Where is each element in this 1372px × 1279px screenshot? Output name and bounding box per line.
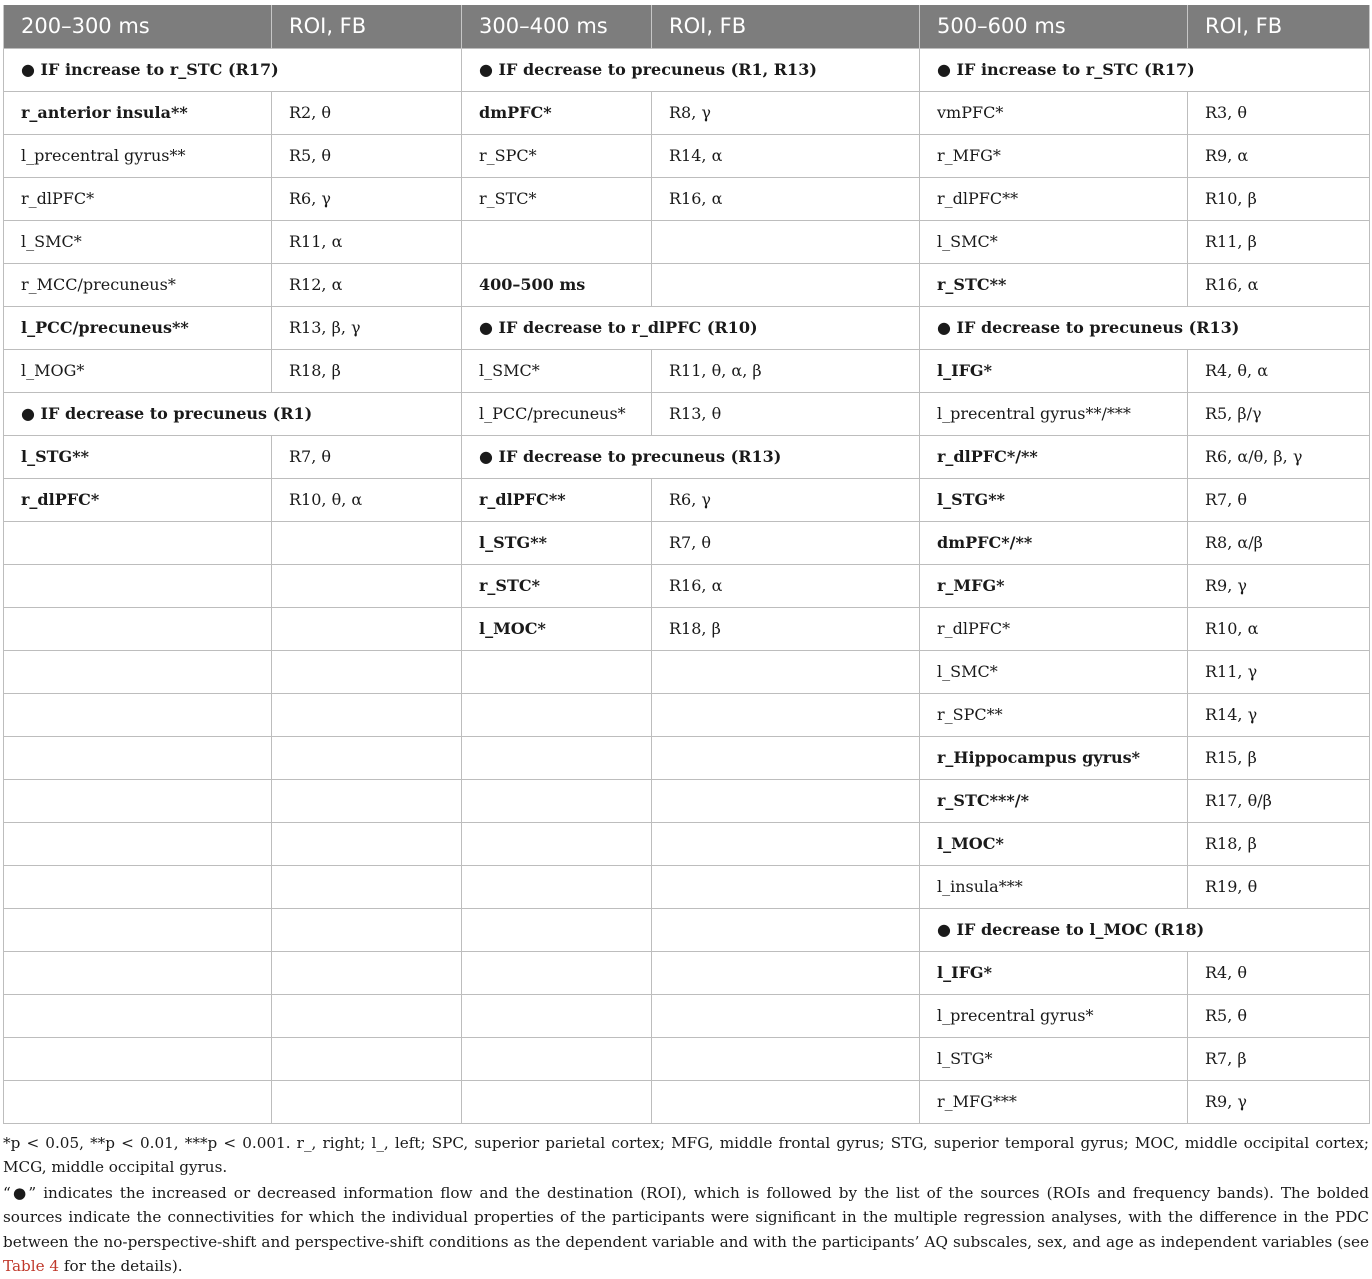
table-cell xyxy=(272,951,462,994)
table-cell xyxy=(462,908,652,951)
table-row xyxy=(4,994,1370,1037)
results-table-container xyxy=(3,5,1369,1124)
table-cell: R4, θ, α xyxy=(1188,349,1370,392)
table-cell: l_precentral gyrus* xyxy=(920,994,1188,1037)
table-cell: l_SMC* xyxy=(920,220,1188,263)
table-cell xyxy=(4,865,272,908)
header-cell: 300–400 ms xyxy=(462,5,652,48)
table-cell: R8, α/β xyxy=(1188,521,1370,564)
table-cell: r_dlPFC** xyxy=(920,177,1188,220)
table-cell: R12, α xyxy=(272,263,462,306)
time-window-label: 400–500 ms xyxy=(462,263,652,306)
table-footnotes xyxy=(3,1131,1369,1279)
header-cell: 500–600 ms xyxy=(920,5,1188,48)
table-row xyxy=(4,1080,1370,1123)
table-cell xyxy=(4,650,272,693)
table-cell: R7, θ xyxy=(1188,478,1370,521)
header-cell: ROI, FB xyxy=(1188,5,1370,48)
table-cell xyxy=(462,779,652,822)
table-cell xyxy=(4,1080,272,1123)
table-cell: dmPFC* xyxy=(462,91,652,134)
table-row xyxy=(4,263,1370,306)
table-row xyxy=(4,693,1370,736)
table-cell: r_anterior insula** xyxy=(4,91,272,134)
table-cell: r_STC* xyxy=(462,564,652,607)
footnote-legend xyxy=(3,1181,1369,1279)
table-cell: r_MFG*** xyxy=(920,1080,1188,1123)
table-cell: r_dlPFC*/** xyxy=(920,435,1188,478)
table-cell xyxy=(652,908,920,951)
table-cell: l_SMC* xyxy=(920,650,1188,693)
table-cell: l_MOG* xyxy=(4,349,272,392)
table-cell: r_dlPFC* xyxy=(920,607,1188,650)
destination-heading-cell: ● IF decrease to precuneus (R13) xyxy=(462,435,920,478)
table-cell: R8, γ xyxy=(652,91,920,134)
table-cell: R9, α xyxy=(1188,134,1370,177)
table-cell: R3, θ xyxy=(1188,91,1370,134)
destination-heading-cell: ● IF decrease to r_dlPFC (R10) xyxy=(462,306,920,349)
table-header-row xyxy=(4,5,1370,48)
table-cell: l_STG** xyxy=(462,521,652,564)
table-cell xyxy=(4,994,272,1037)
table-cell: R11, α xyxy=(272,220,462,263)
footnote-legend-end: for the details). xyxy=(59,1257,183,1276)
table-cell xyxy=(462,994,652,1037)
destination-heading-cell: ● IF decrease to l_MOC (R18) xyxy=(920,908,1370,951)
table-cell: l_precentral gyrus**/*** xyxy=(920,392,1188,435)
table-cell: l_MOC* xyxy=(462,607,652,650)
table-cell xyxy=(462,822,652,865)
table-cell: R5, θ xyxy=(1188,994,1370,1037)
table-cell: l_SMC* xyxy=(4,220,272,263)
table-cell xyxy=(4,521,272,564)
table-cell: R9, γ xyxy=(1188,1080,1370,1123)
table-cell xyxy=(652,994,920,1037)
table-row xyxy=(4,564,1370,607)
table-cell: R6, α/θ, β, γ xyxy=(1188,435,1370,478)
header-cell: 200–300 ms xyxy=(4,5,272,48)
destination-heading-cell: ● IF increase to r_STC (R17) xyxy=(4,48,462,91)
table-cell: R17, θ/β xyxy=(1188,779,1370,822)
table-row xyxy=(4,177,1370,220)
table-cell xyxy=(272,822,462,865)
table-cell: r_STC* xyxy=(462,177,652,220)
table-cell xyxy=(272,1037,462,1080)
table-row xyxy=(4,822,1370,865)
table-cell: R18, β xyxy=(1188,822,1370,865)
table-cell: r_SPC* xyxy=(462,134,652,177)
table-row xyxy=(4,908,1370,951)
table-cell xyxy=(272,693,462,736)
table-cell: R11, β xyxy=(1188,220,1370,263)
table-cell xyxy=(272,994,462,1037)
table-cell xyxy=(652,220,920,263)
table-cell xyxy=(652,693,920,736)
table-row xyxy=(4,478,1370,521)
table-cell: R10, α xyxy=(1188,607,1370,650)
table-cell: l_PCC/precuneus* xyxy=(462,392,652,435)
table-cell: R13, θ xyxy=(652,392,920,435)
table-cell: R5, θ xyxy=(272,134,462,177)
table-cell xyxy=(272,650,462,693)
table-cell: R5, β/γ xyxy=(1188,392,1370,435)
table-cell: l_STG** xyxy=(920,478,1188,521)
table-cell xyxy=(272,736,462,779)
table-cell: l_precentral gyrus** xyxy=(4,134,272,177)
table-cell: R15, β xyxy=(1188,736,1370,779)
table-cell: r_MCC/precuneus* xyxy=(4,263,272,306)
table-row xyxy=(4,1037,1370,1080)
table-cell: r_dlPFC* xyxy=(4,177,272,220)
table-cell: l_insula*** xyxy=(920,865,1188,908)
table-row xyxy=(4,951,1370,994)
table-row xyxy=(4,865,1370,908)
table-cell xyxy=(652,951,920,994)
table-cell: r_dlPFC* xyxy=(4,478,272,521)
table-cell: R7, θ xyxy=(272,435,462,478)
table-cell xyxy=(272,865,462,908)
table-cell xyxy=(4,607,272,650)
table-row xyxy=(4,134,1370,177)
table-cell xyxy=(4,693,272,736)
table-cell xyxy=(272,908,462,951)
destination-heading-cell: ● IF decrease to precuneus (R1) xyxy=(4,392,462,435)
table-cell xyxy=(4,1037,272,1080)
table-cell: R6, γ xyxy=(652,478,920,521)
table-cell xyxy=(652,1080,920,1123)
table-cell: dmPFC*/** xyxy=(920,521,1188,564)
table-cell: R7, θ xyxy=(652,521,920,564)
table-cell: l_IFG* xyxy=(920,349,1188,392)
table-cell xyxy=(652,779,920,822)
table-cell xyxy=(4,951,272,994)
table-cell: R9, γ xyxy=(1188,564,1370,607)
table-cell xyxy=(272,1080,462,1123)
table-cell: R16, α xyxy=(652,177,920,220)
table-row xyxy=(4,779,1370,822)
table-cell: l_STG* xyxy=(920,1037,1188,1080)
table-row xyxy=(4,91,1370,134)
table-cell xyxy=(652,865,920,908)
table-row xyxy=(4,220,1370,263)
table-cell xyxy=(4,564,272,607)
table-cell: R19, θ xyxy=(1188,865,1370,908)
table-cell xyxy=(462,865,652,908)
table-cell: R16, α xyxy=(652,564,920,607)
table-row xyxy=(4,435,1370,478)
table-body xyxy=(4,48,1370,1123)
table-cell: R6, γ xyxy=(272,177,462,220)
table-cell: R13, β, γ xyxy=(272,306,462,349)
table-cell xyxy=(272,607,462,650)
table-cell: R18, β xyxy=(652,607,920,650)
destination-heading-cell: ● IF decrease to precuneus (R1, R13) xyxy=(462,48,920,91)
table-cell: r_MFG* xyxy=(920,564,1188,607)
table-cell: r_STC** xyxy=(920,263,1188,306)
table-row xyxy=(4,349,1370,392)
table-cell: R14, α xyxy=(652,134,920,177)
table-cell xyxy=(462,650,652,693)
table-cell xyxy=(652,650,920,693)
table-row xyxy=(4,736,1370,779)
table-cell: l_STG** xyxy=(4,435,272,478)
table-cell xyxy=(462,693,652,736)
table-cell: R11, θ, α, β xyxy=(652,349,920,392)
table-cell xyxy=(652,263,920,306)
table-cell: vmPFC* xyxy=(920,91,1188,134)
table-cell: R10, θ, α xyxy=(272,478,462,521)
connectivity-table xyxy=(3,5,1370,1124)
table-cell: r_STC***/* xyxy=(920,779,1188,822)
table-cell xyxy=(4,908,272,951)
header-cell: ROI, FB xyxy=(272,5,462,48)
table-cell: R7, β xyxy=(1188,1037,1370,1080)
table-cell: R4, θ xyxy=(1188,951,1370,994)
footnote-significance: *p < 0.05, **p < 0.01, ***p < 0.001. r_, right; l_, left; SPC, superior parietal cortex; MFG, middle frontal gyrus; STG, superior temporal gyrus; MOC, middle occipital cortex; MCG, middle occipital gyrus. xyxy=(3,1134,1369,1177)
table-cell xyxy=(272,779,462,822)
table-cell: l_IFG* xyxy=(920,951,1188,994)
table-row xyxy=(4,48,1370,91)
destination-heading-cell: ● IF decrease to precuneus (R13) xyxy=(920,306,1370,349)
table-cell: R2, θ xyxy=(272,91,462,134)
table-cell xyxy=(4,822,272,865)
table-cell: R11, γ xyxy=(1188,650,1370,693)
table-cell: R10, β xyxy=(1188,177,1370,220)
table-cell xyxy=(4,736,272,779)
table-cell xyxy=(652,822,920,865)
table-row xyxy=(4,306,1370,349)
table-cell: r_MFG* xyxy=(920,134,1188,177)
table-cell: R16, α xyxy=(1188,263,1370,306)
table-row xyxy=(4,521,1370,564)
table-cell: l_SMC* xyxy=(462,349,652,392)
table-cell: l_MOC* xyxy=(920,822,1188,865)
table-cell xyxy=(462,736,652,779)
table-row xyxy=(4,650,1370,693)
table-cell: r_Hippocampus gyrus* xyxy=(920,736,1188,779)
table-cell: l_PCC/precuneus** xyxy=(4,306,272,349)
table-cell: R18, β xyxy=(272,349,462,392)
table-cell: r_SPC** xyxy=(920,693,1188,736)
table-cell xyxy=(462,1037,652,1080)
table-cell: R14, γ xyxy=(1188,693,1370,736)
table-row xyxy=(4,392,1370,435)
table-cell: r_dlPFC** xyxy=(462,478,652,521)
table-cell xyxy=(462,1080,652,1123)
table-cell xyxy=(272,521,462,564)
table-cell xyxy=(462,220,652,263)
table-cell xyxy=(4,779,272,822)
table-cell xyxy=(652,1037,920,1080)
table-cell xyxy=(652,736,920,779)
table-cell xyxy=(462,951,652,994)
destination-heading-cell: ● IF increase to r_STC (R17) xyxy=(920,48,1370,91)
table-4-link[interactable]: Table 4 xyxy=(3,1257,60,1276)
table-cell xyxy=(272,564,462,607)
header-cell: ROI, FB xyxy=(652,5,920,48)
table-row xyxy=(4,607,1370,650)
footnote-legend-text: “●” indicates the increased or decreased information flow and the destination (ROI), which is followed by the list of the sources (ROIs and frequency bands). The bolded sources indicate the connectivities for which the individual properties of the participants were significant in the multiple regression analyses, with the difference in the PDC between the no-perspective-shift and perspective-shift conditions as the dependent variable and with the participants’ AQ subscales, sex, and age as independent variables (see xyxy=(3,1183,1369,1251)
